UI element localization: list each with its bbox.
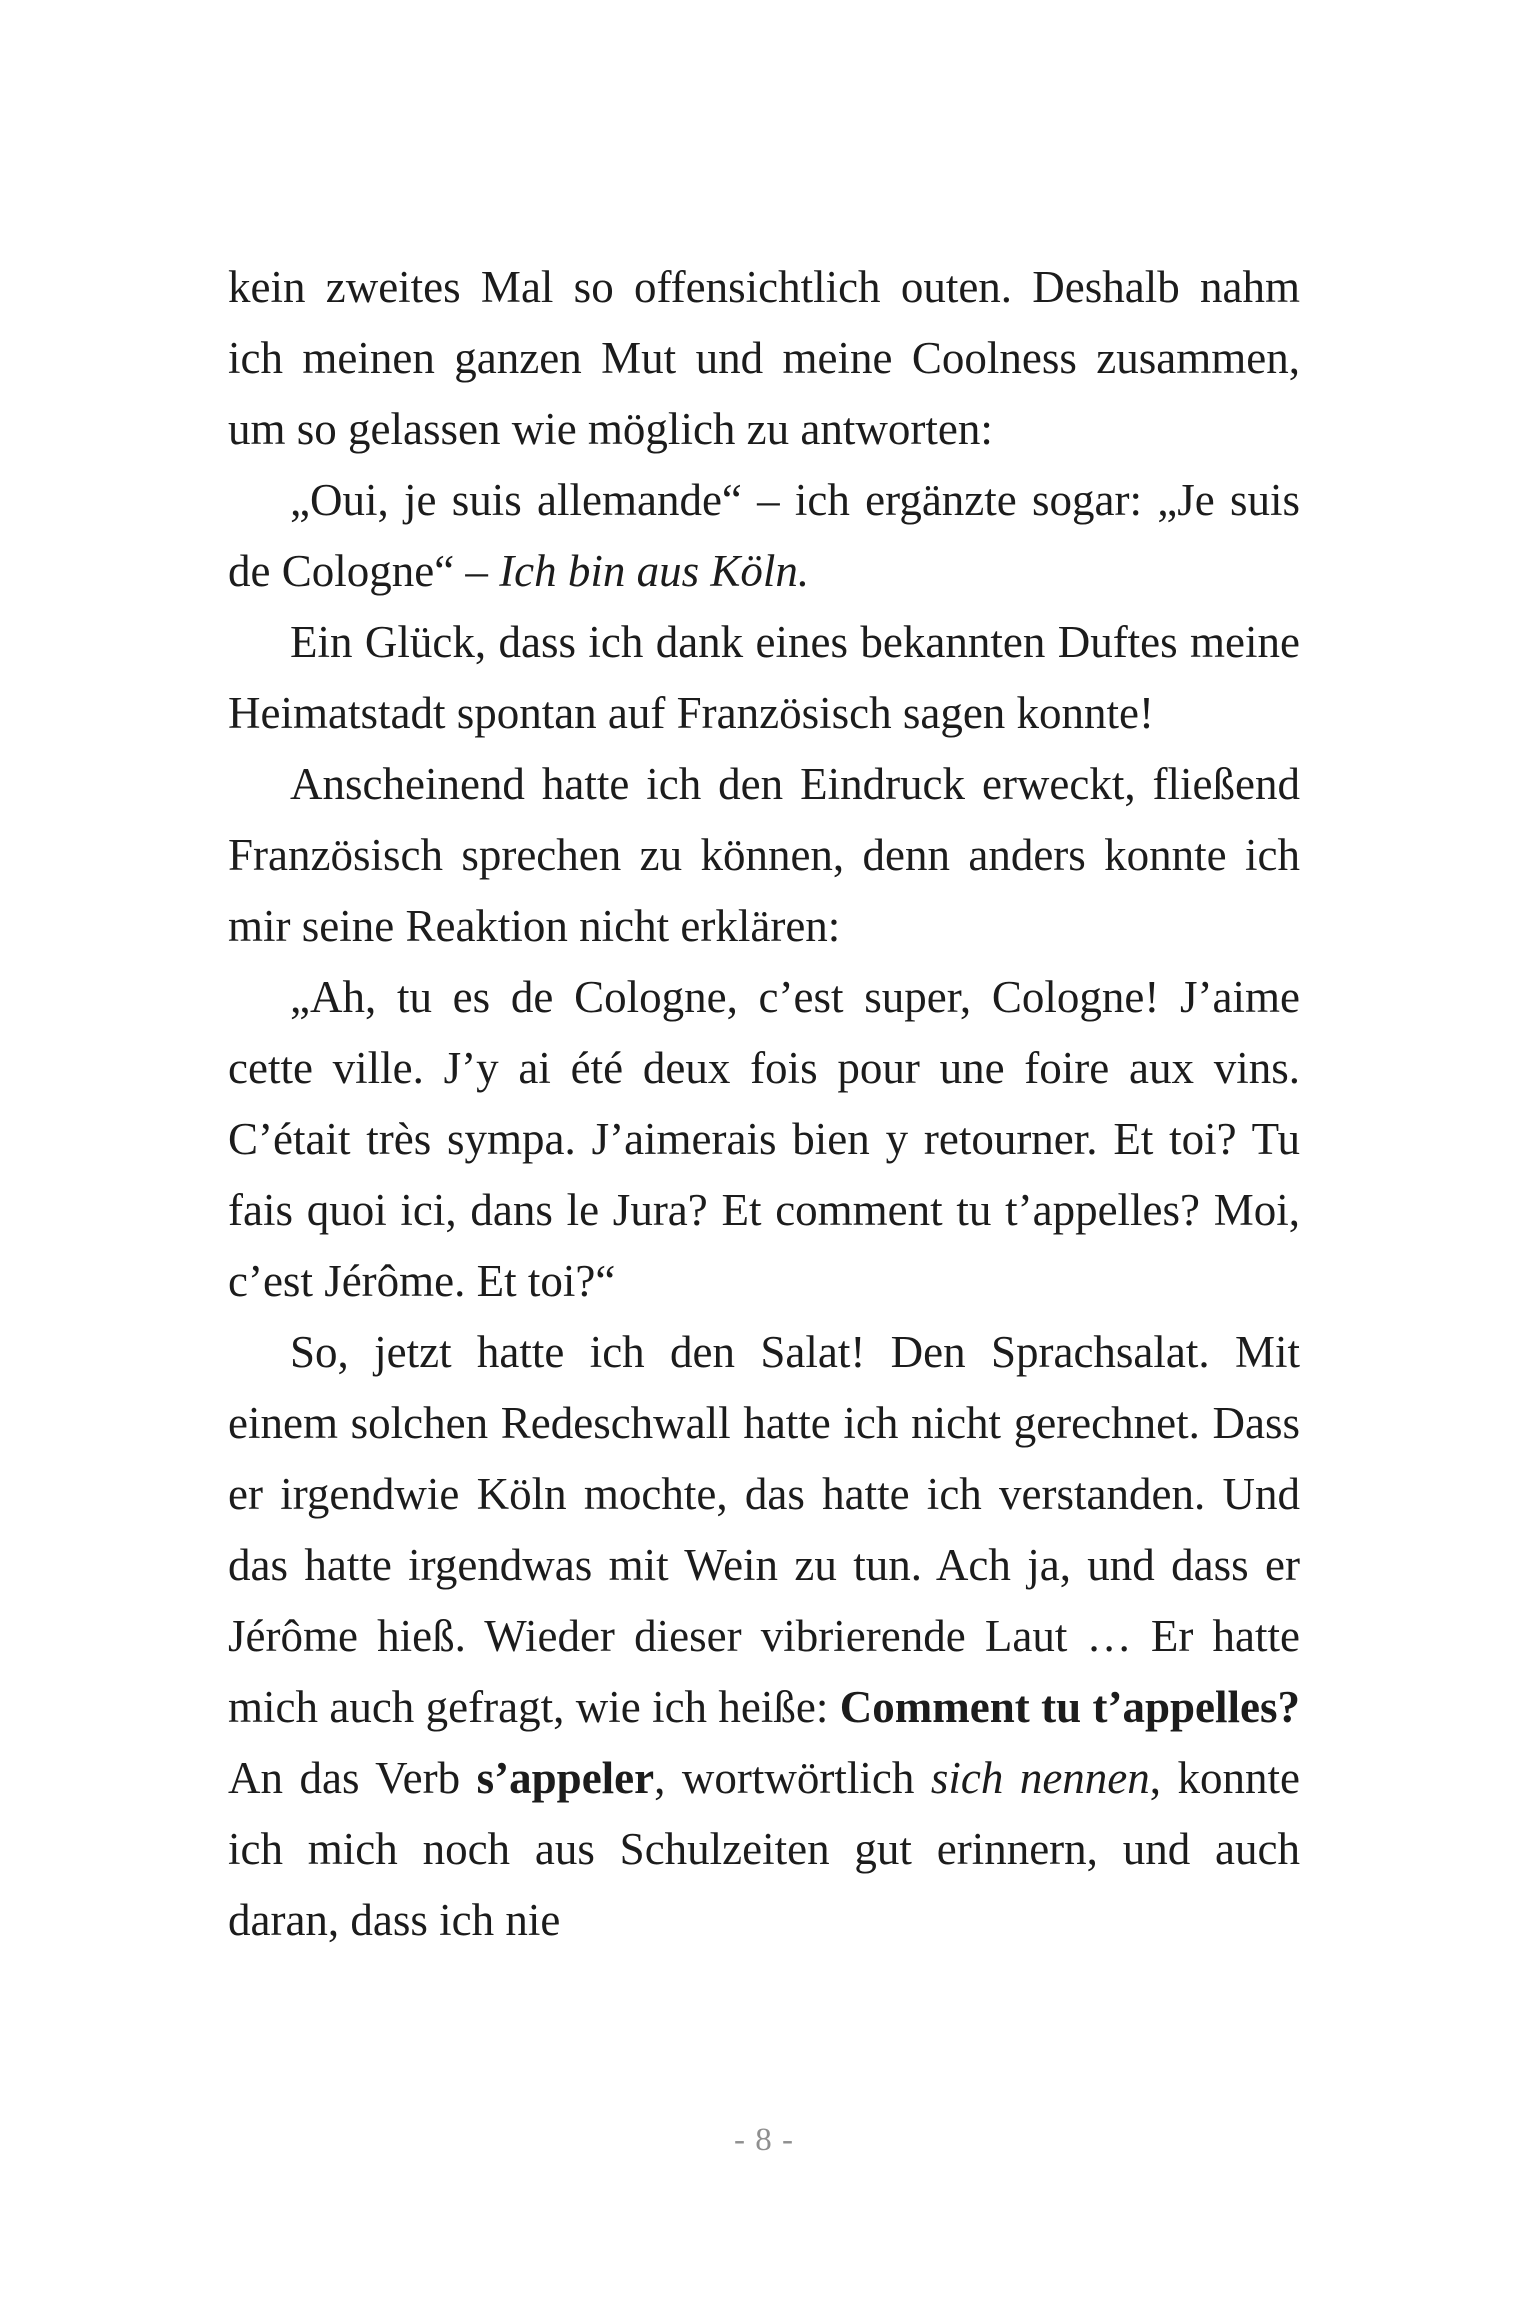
text-run: Anscheinend hatte ich den Eindruck erweckt, fließend Französisch sprechen zu können, denn anders konnte ich mir seine Reaktion nicht erklären: xyxy=(228,759,1300,951)
text-run: Ich bin aus Köln. xyxy=(499,546,810,596)
text-run: kein zweites Mal so offensichtlich outen. Deshalb nahm ich meinen ganzen Mut und meine Coolness zusammen, um so gelassen wie möglich zu antworten: xyxy=(228,262,1300,454)
text-run: sich nennen xyxy=(930,1753,1150,1803)
paragraph xyxy=(228,749,1300,962)
paragraph xyxy=(228,1317,1300,1956)
text-run: Ein Glück, dass ich dank eines bekannten Duftes meine Heimatstadt spontan auf Französisch sagen konnte! xyxy=(228,617,1300,738)
text-run: Comment tu t’appelles? xyxy=(839,1682,1300,1732)
text-run: „Ah, tu es de Cologne, c’est super, Cologne! J’aime cette ville. J’y ai été deux fois pour une foire aux vins. C’était très sympa. J’aimerais bien y retourner. Et toi? Tu fais quoi ici, dans le Jura? Et comment tu t’appelles? Moi, c’est Jérôme. Et toi?“ xyxy=(228,972,1300,1306)
text-run: An das Verb xyxy=(228,1753,477,1803)
text-run: „Oui, je suis allemande“ – ich ergänzte sogar: „Je suis de Cologne“ – xyxy=(228,475,1300,596)
paragraph xyxy=(228,465,1300,607)
text-run: , wortwörtlich xyxy=(654,1753,931,1803)
page-text xyxy=(228,252,1300,1956)
paragraph xyxy=(228,962,1300,1317)
paragraph xyxy=(228,252,1300,465)
page-number: - 8 - xyxy=(734,2122,794,2158)
text-run: s’appeler xyxy=(476,1753,655,1803)
text-run: , konnte ich mich noch aus Schulzeiten gut erinnern, und auch daran, dass ich nie xyxy=(228,1753,1300,1945)
paragraph xyxy=(228,607,1300,749)
text-run: So, jetzt hatte ich den Salat! Den Sprachsalat. Mit einem solchen Redeschwall hatte ich nicht gerechnet. Dass er irgendwie Köln mochte, das hatte ich verstanden. Und das hatte irgendwas mit Wein zu tun. Ach ja, und dass er Jérôme hieß. Wieder dieser vibrierende Laut … Er hatte mich auch gefragt, wie ich heiße: xyxy=(228,1327,1300,1732)
